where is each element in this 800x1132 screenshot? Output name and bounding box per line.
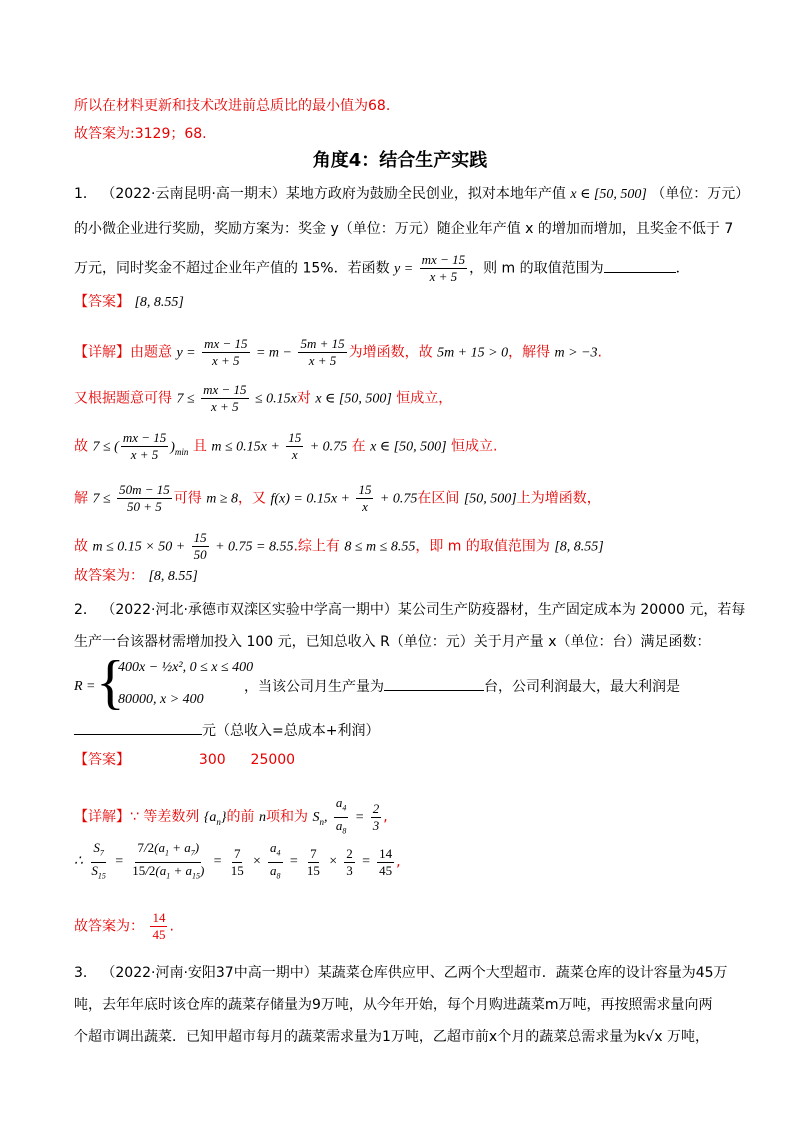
q1-d1-b: 为增函数，故 <box>348 344 433 361</box>
q1-line3-b: ，则 m 的取值范围为 <box>469 260 604 277</box>
q1-func-num: mx − 15 <box>421 252 466 267</box>
q2-line3-b: 台，公司利润最大，最大利润是 <box>484 679 680 695</box>
q1-line1-a: 某地方政府为鼓励全民创业，拟对本地年产值 <box>285 186 566 202</box>
q1-answer-line <box>74 292 184 313</box>
q2-final-label: 故答案为： <box>74 918 144 935</box>
q1-d5-a: 故 <box>74 538 88 555</box>
q1-d3-d: 恒成立. <box>451 438 498 455</box>
q2-blank-2 <box>74 720 202 735</box>
q1-detail-2: 又根据题意可得 7 ≤ $\frac{mx - 15}{x + 5}$ ≤ 0.15x对 x ∈ [50, 500] 恒成立， <box>74 382 453 414</box>
q1-d4-a: 解 <box>74 490 88 507</box>
q2-line1: 某公司生产防疫器材，生产固定成本为 20000 元，若每 <box>397 602 746 618</box>
q2-line4: 元（总收入=总成本+利润） <box>202 723 380 739</box>
q1-func-den: x + 5 <box>429 269 458 284</box>
q1-source: （2022·云南昆明·高一期末） <box>101 186 286 202</box>
q3-line1: 某蔬菜仓库供应甲、乙两个大型超市．蔬菜仓库的设计容量为45万 <box>317 965 728 981</box>
q1-final-label: 故答案为： <box>74 568 144 584</box>
q1-line-2: 的小微企业进行奖励，奖励方案为：奖金 y（单位：万元）随企业年产值 x 的增加而增加，且奖金不低于 7 <box>74 221 734 237</box>
q1-d4-c: ，又 <box>238 490 267 507</box>
q3-source: （2022·河南·安阳37中高一期中） <box>101 965 318 981</box>
q1-detail-5: 故 m ≤ 0.15 × 50 + $\frac{15}{50}$ + 0.75 = 8.55.综上有 8 ≤ m ≤ 8.55，即 m 的取值范围为 [8, 8.55] <box>74 530 604 562</box>
q2-d1-a: ∵ 等差数列 <box>130 809 200 826</box>
q2-answer-1: 300 <box>198 752 226 768</box>
q2-source: （2022·河北·承德市双滦区实验中学高一期中） <box>101 602 398 618</box>
q1-d1-res: m > −3 <box>554 345 598 361</box>
q1-detail-1: 【详解】由题意 y = $\frac{mx - 15}{x + 5}$ = m − $\frac{5m + 15}{x + 5}$ 为增函数，故 5m + 15 > 0，解得 m > −3. <box>74 336 602 368</box>
q1-func-lhs: y = <box>394 261 414 277</box>
q2-answer-2: 25000 <box>250 752 296 768</box>
q1-d1-ineq: 5m + 15 > 0 <box>437 345 509 361</box>
q2-number: 2． <box>74 602 97 618</box>
q1-final <box>74 566 198 587</box>
q2-line-2: 生产一台该器材需增加投入 100 元，已知总收入 R（单位：元）关于月产量 x（单位：台）满足函数： <box>74 634 711 650</box>
q1-domain: x ∈ [50, 500] <box>570 187 647 202</box>
q2-final: 故答案为： $\frac{14}{45}$ . <box>74 910 174 942</box>
q1-d4-e: 上为增函数， <box>516 490 601 507</box>
q1-d2-b: 对 <box>296 390 311 407</box>
q1-answer-label: 【答案】 <box>74 294 130 310</box>
q2-detail-label: 【详解】 <box>74 809 130 826</box>
q1-d5-b: .综上有 <box>293 538 340 555</box>
q2-piece-1: 400x − ½x², 0 ≤ x ≤ 400 <box>118 660 254 675</box>
q2-final-den: 45 <box>152 927 166 942</box>
q1-d5-c: ，即 m 的取值范围为 <box>415 538 550 555</box>
q2-line-4 <box>74 720 379 741</box>
q1-line-3: 万元，同时奖金不超过企业年产值的 15%．若函数 y = $\frac{mx - 15}{x + 5}$ ，则 m 的取值范围为 ． <box>74 252 690 284</box>
q1-detail-label: 【详解】 <box>74 344 130 361</box>
q1-answer: [8, 8.55] <box>134 295 184 310</box>
q2-line3-a: ，当该公司月生产量为 <box>244 679 384 695</box>
q1-d4-b: 可得 <box>173 490 202 507</box>
q1-d4-d: 在区间 <box>417 490 460 507</box>
intro-line-1: 所以在材料更新和技术改进前总质比的最小值为68. <box>74 98 391 114</box>
q1-d3-a: 故 <box>74 438 88 455</box>
q1-d2-a: 又根据题意可得 <box>74 390 172 407</box>
q3-line-2: 吨，去年年底时该仓库的蔬菜存储量为9万吨，从今年开始，每个月购进蔬菜m万吨，再按照需求量向两 <box>74 997 713 1013</box>
q2-piece-2: 80000, x > 400 <box>118 692 204 707</box>
q3-line-3: 个超市调出蔬菜．已知甲超市每月的蔬菜需求量为1万吨，乙超市前x个月的蔬菜总需求量为k√x 万吨， <box>74 1029 709 1045</box>
q1-final-val: [8, 8.55] <box>148 569 198 584</box>
q3-line-1 <box>74 963 728 983</box>
q1-line3-a: 万元，同时奖金不超过企业年产值的 15%．若函数 <box>74 260 390 277</box>
q2-func-R: R = <box>74 679 96 694</box>
q2-line-1 <box>74 600 745 620</box>
q1-d3-b: 且 <box>192 438 207 455</box>
q2-answer-line <box>74 750 295 770</box>
section-title: 角度4：结合生产实践 <box>312 150 488 171</box>
q1-d2-c: 恒成立， <box>396 390 453 407</box>
q2-d1-b: 的前 <box>226 809 255 826</box>
q1-answer-blank <box>604 258 676 273</box>
q1-detail-4: 解 7 ≤ $\frac{50m - 15}{50 + 5}$ 可得 m ≥ 8，又 f(x) = 0.15x + $\frac{15}{x}$ + 0.75在区间 [50, 500]上为增函数， <box>74 482 601 514</box>
q2-line-3 <box>244 676 680 697</box>
q2-detail-2: ∴ $\frac{S_7}{S_{15}}$ = $\frac{7/2(a_1 + a_7)}{15/2(a_1 + a_{15})}$ = $\frac{7}{15}$ × $\frac{a_4}{a_8}$ = $\frac{7}{15}$ × $\frac{2}{3}$ = $\frac{14}{45}$ , <box>74 840 401 881</box>
q1-line-1 <box>74 184 749 205</box>
q2-detail-1: 【详解】∵ 等差数列 $\{a_n\}$的前 n项和为 $S_n$, $\frac{a_4}{a_8}$ = $\frac{2}{3}$ , <box>74 795 388 836</box>
q1-number: 1． <box>74 186 97 202</box>
q1-line1-b: （单位：万元） <box>651 186 750 202</box>
q1-detail-3: 故 7 ≤ ( $\frac{mx - 15}{x + 5}$ )$_{min}$ 且 m ≤ 0.15x + $\frac{15}{x}$ + 0.75 在 x ∈ [50, 500] 恒成立. <box>74 430 498 462</box>
intro-line-2: 故答案为:3129；68. <box>74 126 207 142</box>
q2-d1-c: 项和为 <box>265 809 308 826</box>
q2-answer-label: 【答案】 <box>74 752 130 768</box>
q1-d3-c: 在 <box>351 438 366 455</box>
q2-final-num: 14 <box>152 910 166 925</box>
q1-d1-c: ，解得 <box>508 344 551 361</box>
q2-brace: { <box>96 649 125 715</box>
q2-blank-1 <box>384 676 484 691</box>
q1-d1-a: 由题意 <box>130 344 172 361</box>
q3-number: 3． <box>74 965 97 981</box>
